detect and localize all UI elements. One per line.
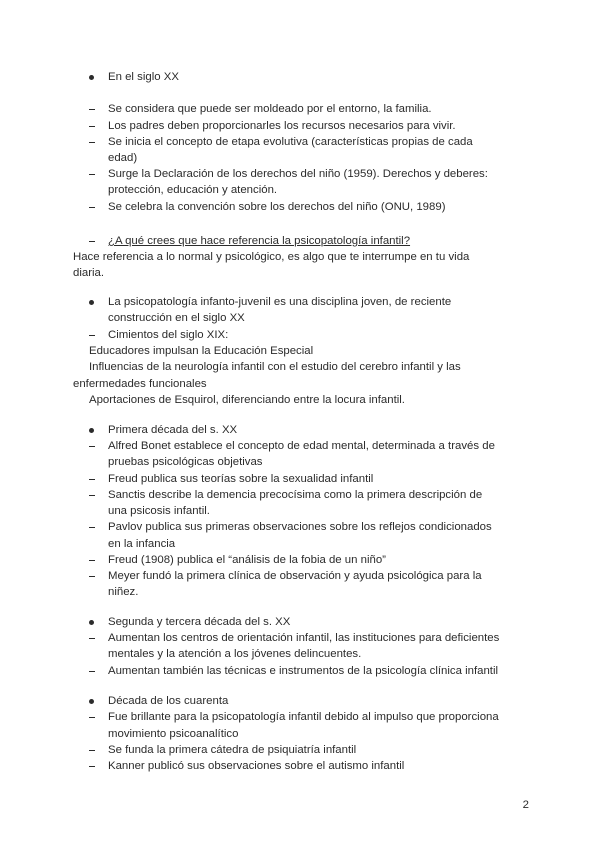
page-number: 2 [522, 799, 529, 811]
dash-icon [89, 126, 95, 127]
dash-icon [89, 335, 95, 336]
text-line: una psicosis infantil. [108, 505, 210, 517]
dash-icon [89, 638, 95, 639]
text-line: Se funda la primera cátedra de psiquiatría infantil [108, 744, 357, 756]
bullet-icon [89, 300, 94, 305]
text-line: Surge la Declaración de los derechos del niño (1959). Derechos y deberes: [108, 168, 488, 180]
text-line: Cimientos del siglo XIX: [108, 329, 229, 341]
text-line: Aumentan también las técnicas e instrumentos de la psicología clínica infantil [108, 665, 499, 677]
text-line: en la infancia [108, 538, 176, 550]
bullet-icon [89, 75, 94, 80]
text-line: Sanctis describe la demencia precocísima como la primera descripción de [108, 489, 483, 501]
text-line: Pavlov publica sus primeras observaciones sobre los reflejos condicionados [108, 521, 492, 533]
text-line: pruebas psicológicas objetivas [108, 456, 263, 468]
dash-icon [89, 174, 95, 175]
text-line: Meyer fundó la primera clínica de observación y ayuda psicológica para la [108, 570, 482, 582]
text-line: Se considera que puede ser moldeado por el entorno, la familia. [108, 103, 432, 115]
text-line: Hace referencia a lo normal y psicológico, es algo que te interrumpe en tu vida [73, 251, 470, 263]
question-text: ¿A qué crees que hace referencia la psicopatología infantil? [108, 235, 411, 247]
dash-icon [89, 750, 95, 751]
text-line: Los padres deben proporcionarles los recursos necesarios para vivir. [108, 120, 456, 132]
text-line: Alfred Bonet establece el concepto de edad mental, determinada a través de [108, 440, 495, 452]
text-line: Primera década del s. XX [108, 424, 238, 436]
text-line: Segunda y tercera década del s. XX [108, 616, 291, 628]
text-line: La psicopatología infanto-juvenil es una disciplina joven, de reciente [108, 296, 452, 308]
dash-icon [89, 495, 95, 496]
dash-icon [89, 766, 95, 767]
dash-icon [89, 207, 95, 208]
dash-icon [89, 717, 95, 718]
dash-icon [89, 109, 95, 110]
text-line: Educadores impulsan la Educación Especial [89, 345, 314, 357]
dash-icon [89, 241, 95, 242]
text-line: mentales y la atención a los jóvenes delincuentes. [108, 648, 362, 660]
text-line: En el siglo XX [108, 71, 179, 83]
text-line: construcción en el siglo XX [108, 312, 245, 324]
dash-icon [89, 446, 95, 447]
text-line: Década de los cuarenta [108, 695, 229, 707]
bullet-icon [89, 699, 94, 704]
dash-icon [89, 142, 95, 143]
text-line: Se inicia el concepto de etapa evolutiva (características propias de cada [108, 136, 473, 148]
text-line: edad) [108, 152, 138, 164]
bullet-icon [89, 428, 94, 433]
text-line: Fue brillante para la psicopatología infantil debido al impulso que proporciona [108, 711, 499, 723]
text-line: Freud publica sus teorías sobre la sexualidad infantil [108, 473, 374, 485]
text-line: enfermedades funcionales [73, 378, 207, 390]
text-line: protección, educación y atención. [108, 184, 278, 196]
dash-icon [89, 576, 95, 577]
dash-icon [89, 671, 95, 672]
text-line: Influencias de la neurología infantil con el estudio del cerebro infantil y las [89, 361, 461, 373]
text-line: Freud (1908) publica el “análisis de la fobia de un niño” [108, 554, 386, 566]
bullet-icon [89, 620, 94, 625]
text-line: movimiento psicoanalítico [108, 728, 239, 740]
text-line: Aumentan los centros de orientación infantil, las instituciones para deficientes [108, 632, 500, 644]
dash-icon [89, 527, 95, 528]
dash-icon [89, 479, 95, 480]
text-line: Se celebra la convención sobre los derechos del niño (ONU, 1989) [108, 201, 446, 213]
text-line: Aportaciones de Esquirol, diferenciando entre la locura infantil. [89, 394, 405, 406]
text-line: Kanner publicó sus observaciones sobre el autismo infantil [108, 760, 405, 772]
text-line: niñez. [108, 586, 139, 598]
dash-icon [89, 560, 95, 561]
text-line: diaria. [73, 267, 105, 279]
